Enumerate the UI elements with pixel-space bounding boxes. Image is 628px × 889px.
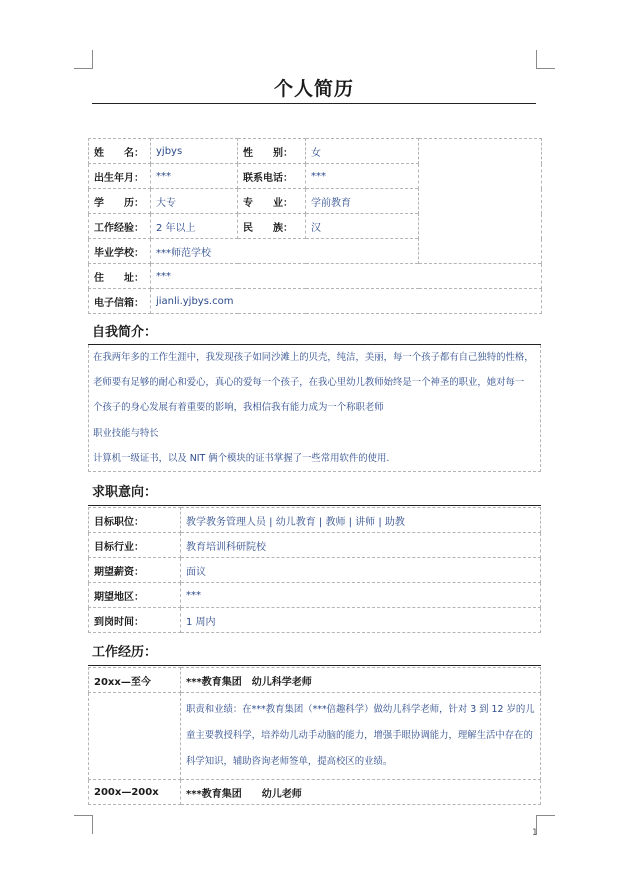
job2-company: ***教育集团 幼儿老师: [181, 780, 541, 805]
job1-company: ***教育集团 幼儿科学老师: [181, 668, 541, 693]
target-industry-value: 教育培训科研院校: [181, 533, 541, 558]
edu-value: 大专: [151, 189, 238, 214]
self-intro-line: 职业技能与特长: [93, 427, 159, 439]
self-intro-line: 老师要有足够的耐心和爱心，真心的爱每一个孩子，在我心里幼儿教师始终是一个神圣的职业，她对每一: [93, 377, 525, 389]
crop-mark-top-left: [74, 50, 93, 69]
work-rule: [88, 665, 541, 666]
edu-label: 学 历：: [89, 189, 151, 214]
salary-value: 面议: [181, 558, 541, 583]
address-label: 住 址：: [89, 264, 151, 289]
school-value: ***师范学校: [151, 239, 419, 264]
phone-label: 联系电话：: [238, 164, 306, 189]
birth-label: 出生年月：: [89, 164, 151, 189]
work-heading: 工作经历：: [92, 645, 158, 660]
start-time-label: 到岗时间：: [89, 608, 181, 633]
gender-label: 性 别：: [238, 139, 306, 164]
name-value: yjbys: [151, 139, 238, 164]
start-time-value: 1 周内: [181, 608, 541, 633]
gender-value: 女: [306, 139, 419, 164]
region-label: 期望地区：: [89, 583, 181, 608]
crop-mark-bottom-left: [74, 815, 93, 834]
school-label: 毕业学校：: [89, 239, 151, 264]
job1-description: 职责和业绩：在***教育集团（***倍趣科学）做幼儿科学老师，针对 3 到 12 岁的儿童主要教授科学，培养幼儿动手动脑的能力，增强手眼协调能力，理解生活中存在的科学知识，辅助咨询老师签单，提高校区的业绩。: [181, 693, 541, 780]
job1-blank: [89, 693, 181, 780]
title-rule: [92, 103, 536, 104]
work-table: [88, 667, 541, 805]
job-intent-table: [88, 507, 541, 633]
region-value: ***: [181, 583, 541, 608]
self-intro-line: 个孩子的身心发展有着重要的影响，我相信我有能力成为一个称职老师: [93, 402, 384, 414]
basic-info-table: [88, 138, 542, 314]
self-intro-line: 在我两年多的工作生涯中，我发现孩子如同沙滩上的贝壳，纯洁，美丽，每一个孩子都有自己独特的性格，: [93, 352, 534, 363]
self-intro-heading: 自我简介：: [92, 325, 158, 340]
photo-cell: [419, 139, 542, 264]
target-position-label: 目标职位：: [89, 508, 181, 533]
job-intent-rule: [88, 505, 541, 506]
name-label: 姓 名：: [89, 139, 151, 164]
page-title: 个人简历: [273, 78, 354, 100]
phone-value: ***: [306, 164, 419, 189]
email-value: jianli.yjbys.com: [151, 289, 542, 314]
job1-period: 20xx—至今: [89, 668, 181, 693]
self-intro-block: [88, 345, 541, 472]
target-position-value: 教学教务管理人员 | 幼儿教育 | 教师 | 讲师 | 助教: [181, 508, 541, 533]
ethnic-label: 民 族：: [238, 214, 306, 239]
exp-label: 工作经验：: [89, 214, 151, 239]
salary-label: 期望薪资：: [89, 558, 181, 583]
crop-mark-bottom-right: [536, 815, 555, 834]
crop-mark-top-right: [536, 50, 555, 69]
email-label: 电子信箱：: [89, 289, 151, 314]
self-intro-line: 计算机一级证书，以及 NIT 俩个模块的证书掌握了一些常用软件的使用.: [93, 452, 390, 464]
target-industry-label: 目标行业：: [89, 533, 181, 558]
job-intent-heading: 求职意向：: [92, 485, 158, 500]
job2-period: 200x—200x: [89, 780, 181, 805]
address-value: ***: [151, 264, 542, 289]
birth-value: ***: [151, 164, 238, 189]
page-number: 1: [532, 828, 538, 838]
major-label: 专 业：: [238, 189, 306, 214]
exp-value: 2 年以上: [151, 214, 238, 239]
ethnic-value: 汉: [306, 214, 419, 239]
major-value: 学前教育: [306, 189, 419, 214]
